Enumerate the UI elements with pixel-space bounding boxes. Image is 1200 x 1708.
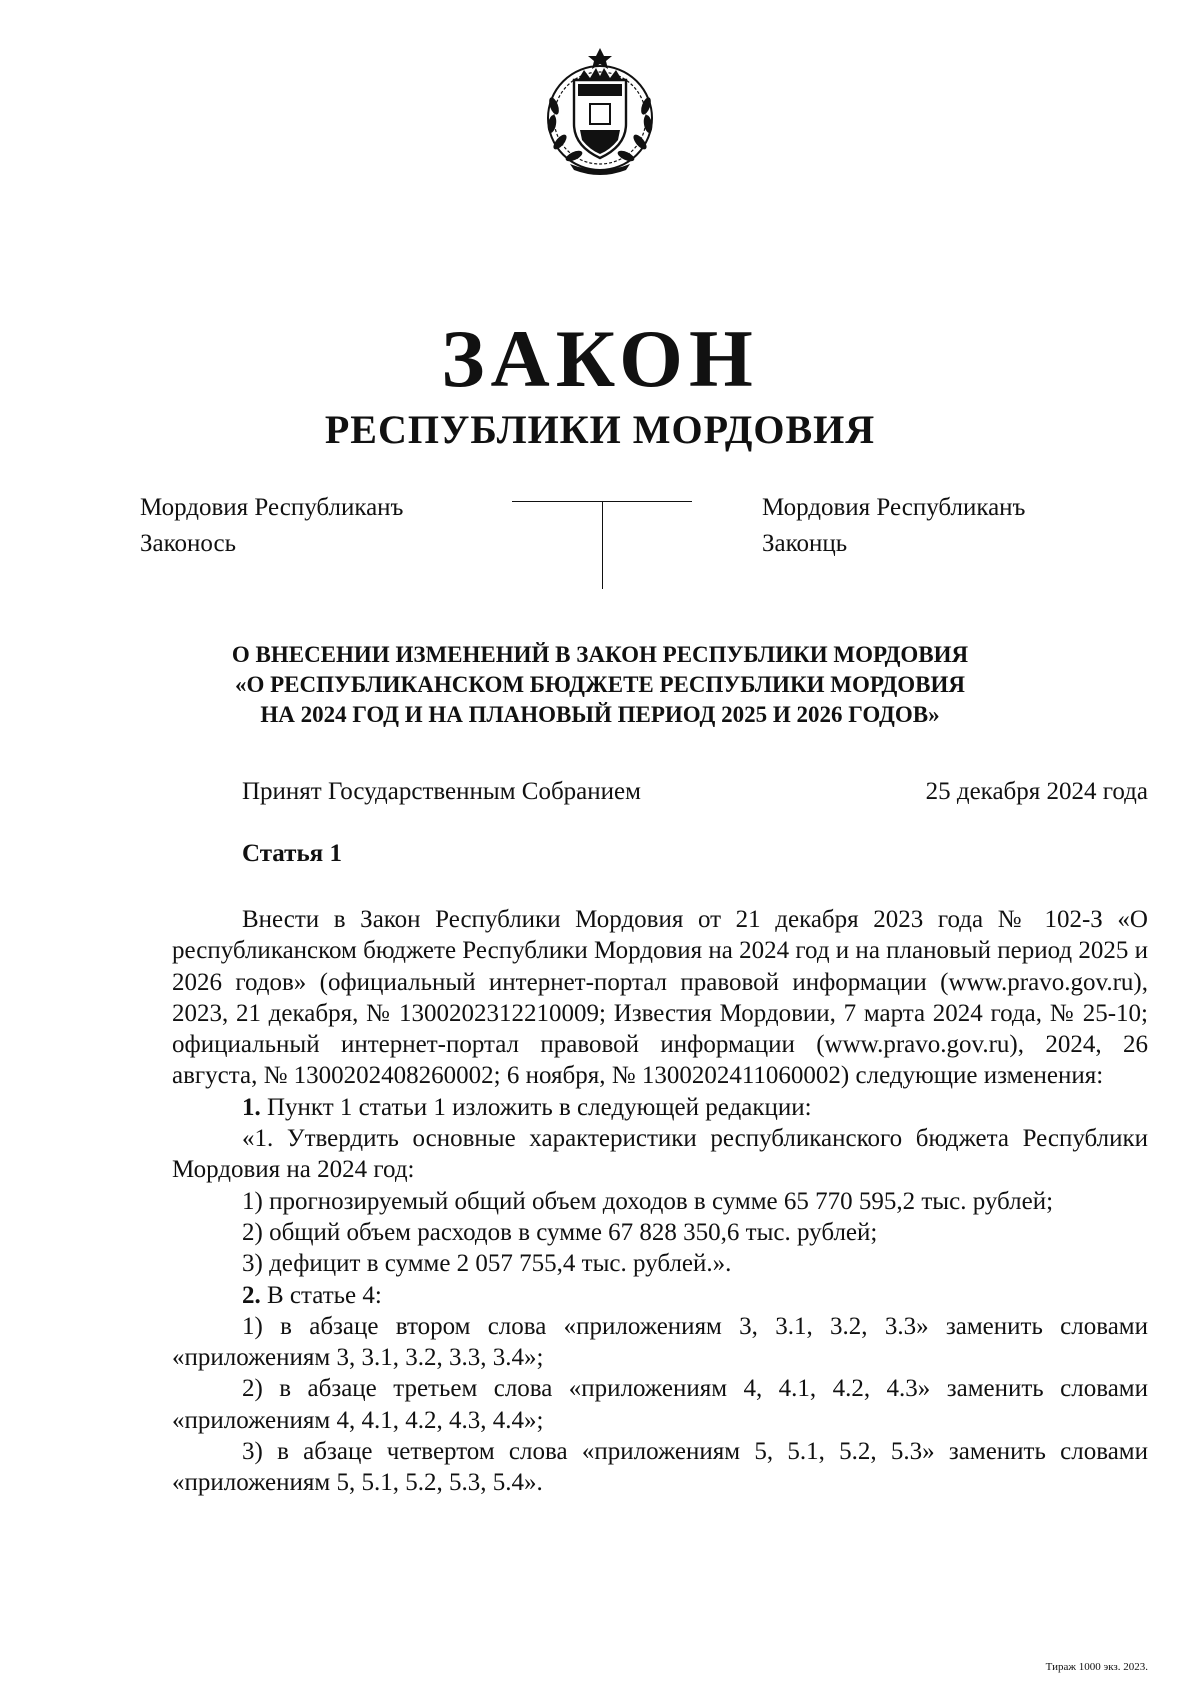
law-heading-line-2: «О РЕСПУБЛИКАНСКОМ БЮДЖЕТЕ РЕСПУБЛИКИ МОРДОВИЯ (234, 672, 965, 697)
article-paragraph: 1) в абзаце втором слова «приложениям 3, 3.1, 3.2, 3.3» заменить словами «приложениям 3, 3.1, 3.2, 3.3, 3.4»; (172, 1312, 1148, 1372)
article-paragraph: 1. Пункт 1 статьи 1 изложить в следующей редакции: (242, 1093, 812, 1121)
article-paragraph: Внести в Закон Республики Мордовия от 21 декабря 2023 года № 102-З «О республиканском бюджете Республики Мордовия на 2024 год и на плановый период 2025 и 2026 годов» (официальный интернет-портал правовой информации (www.pravo.gov.ru), 2023, 21 декабря, № 1300202312210009; Известия Мордовии, 7 марта 2024 года, № 25-10; официальный интернет-портал правовой информации (www.pravo.gov.ru), 2024, 26 августа, № 1300202408260002; 6 ноября, № 1300202411060002) следующие изменения: (172, 906, 1148, 1090)
moksha-title-block (140, 490, 404, 562)
article-body (172, 904, 1148, 1499)
document-title: ЗАКОН (441, 313, 759, 404)
item-number: 2. (242, 1281, 261, 1309)
header-divider-vertical (602, 501, 603, 589)
article-paragraph: 2) общий объем расходов в сумме 67 828 350,6 тыс. рублей; (242, 1218, 878, 1246)
article-paragraph: 3) дефицит в сумме 2 057 755,4 тыс. рублей.». (242, 1250, 732, 1278)
article-paragraph: 1) прогнозируемый общий объем доходов в сумме 65 770 595,2 тыс. рублей; (242, 1187, 1054, 1215)
article-paragraph: 2. В статье 4: (242, 1281, 382, 1309)
article-title: Статья 1 (242, 840, 342, 867)
item-number: 1. (242, 1093, 261, 1121)
article-paragraph: 2) в абзаце третьем слова «приложениям 4, 4.1, 4.2, 4.3» заменить словами «приложениям 4, 4.1, 4.2, 4.3, 4.4»; (172, 1375, 1148, 1434)
moksha-title-line-2: Законось (140, 530, 236, 557)
print-run-note: Тираж 1000 экз. 2023. (1045, 1661, 1148, 1673)
document-subtitle: РЕСПУБЛИКИ МОРДОВИЯ (324, 407, 876, 452)
erzya-title-line-1: Мордовия Республиканъ (762, 494, 1026, 521)
adoption-date: 25 декабря 2024 года (925, 778, 1148, 805)
moksha-title-line-1: Мордовия Республиканъ (140, 494, 404, 521)
coat-of-arms-emblem-icon (540, 46, 660, 176)
erzya-title-block (762, 490, 1026, 562)
law-heading-line-3: НА 2024 ГОД И НА ПЛАНОВЫЙ ПЕРИОД 2025 И 2026 ГОДОВ» (260, 702, 940, 727)
adopted-by-label: Принят Государственным Собранием (242, 778, 641, 805)
law-heading (0, 640, 1200, 730)
erzya-title-line-2: Законць (762, 530, 848, 557)
article-paragraph: «1. Утвердить основные характеристики республиканского бюджета Республики Мордовия на 2024 год: (172, 1125, 1148, 1184)
article-paragraph: 3) в абзаце четвертом слова «приложениям 5, 5.1, 5.2, 5.3» заменить словами «приложениям 5, 5.1, 5.2, 5.3, 5.4». (172, 1438, 1148, 1497)
law-heading-line-1: О ВНЕСЕНИИ ИЗМЕНЕНИЙ В ЗАКОН РЕСПУБЛИКИ МОРДОВИЯ (231, 642, 969, 667)
